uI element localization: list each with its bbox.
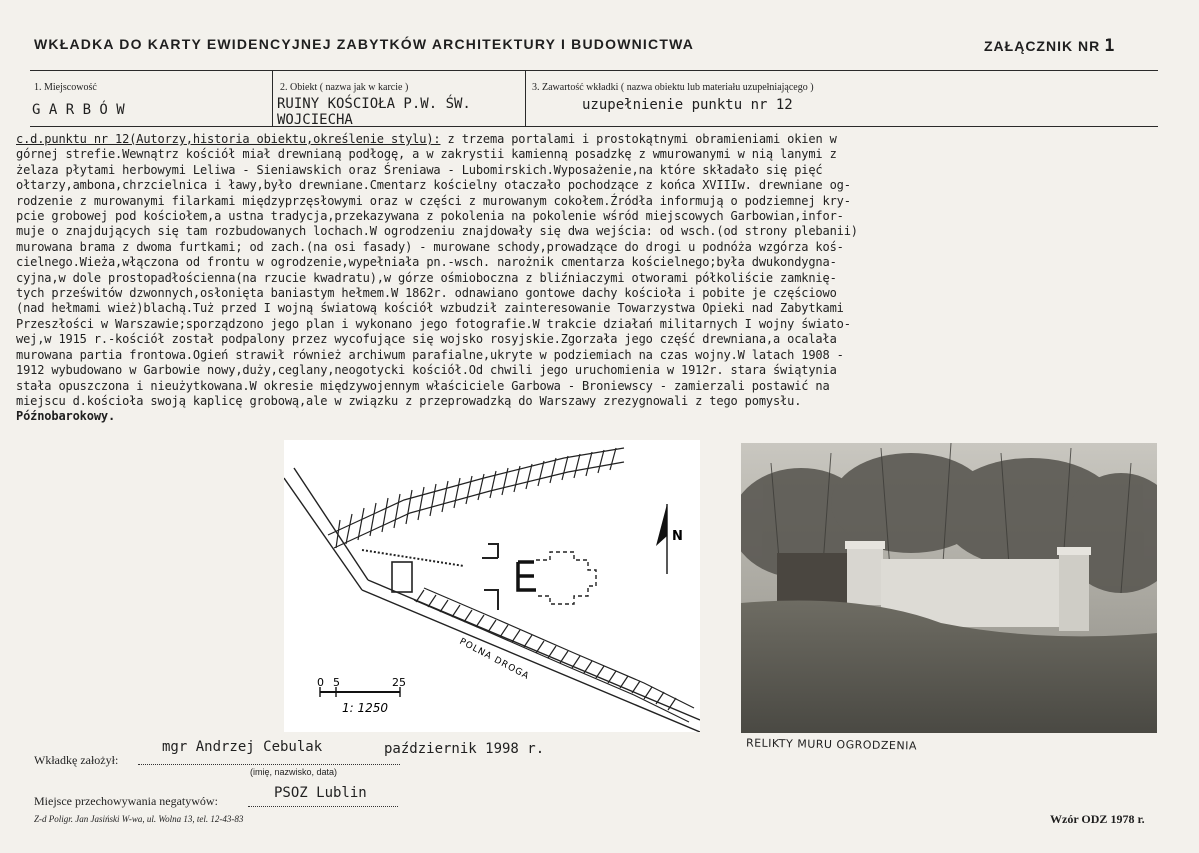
body-line: pcie grobowej pod kościołem,a ustna tradycja,przekazywana z pokolenia na pokolenie wśród miejscowych Garbowian,infor- (16, 209, 844, 224)
miejscowosc-label: 1. Miejscowość (34, 82, 97, 93)
body-line: Przeszłości w Warszawie;sporządzono jego plan i wykonano jego fotografie.W trakcie działań militarnych I wojny świato- (16, 316, 851, 331)
attachment-number: 1 (1104, 36, 1116, 56)
negatives-dotted-line (248, 806, 398, 807)
form-model: Wzór ODZ 1978 r. (1050, 812, 1145, 826)
body-line: murowana brama z dwoma furtkami; od zach.(na osi fasady) - murowane schody,prowadzące do drogi u podnóża wzgórza koś- (16, 239, 844, 254)
header-rule-top (30, 70, 1158, 71)
author-label: Wkładkę założył: (34, 753, 119, 767)
body-line: rodzenie z murowanymi filarkami międzyprzęsłowymi oraz w części z murowanym cokołem.Źródła informują o podziemnej kry- (16, 193, 851, 208)
body-line: cyjna,w dole prostopadłościenna(na rzucie kwadratu),w górze ośmioboczna z bliźniaczymi otworami półkoliście zamknię- (16, 270, 837, 285)
obiekt-value-line1: RUINY KOŚCIOŁA P.W. ŚW. (277, 96, 471, 112)
scale-0: 0 (317, 676, 324, 689)
photo-caption: RELIKTY MURU OGRODZENIA (745, 736, 918, 753)
obiekt-value-line2: WOJCIECHA (277, 112, 353, 128)
wall-ruins-photo-image (741, 443, 1157, 733)
body-line: muje o znajdujących się tam rozbudowanych lochach.W ogrodzeniu znajdowały się dwa wejścia: od wsch.(od strony plebanii) (16, 224, 858, 239)
author-hint: (imię, nazwisko, data) (250, 767, 338, 777)
body-line-1: z trzema portalami i prostokątnymi obramieniami okien w (440, 132, 837, 146)
body-line: tych prześwitów dzwonnych,osłonięta baniastym hełmem.W 1862r. odnawiano gontowe dachy kościoła i pobite je częściowo (16, 286, 837, 301)
scale-ratio: 1: 1250 (342, 701, 389, 715)
body-line: żelaza płytami herbowymi Leliwa - Sieniawskich oraz Śreniawa - Lubomirskich.Wyposażenie,na które składało się pięć (16, 162, 823, 177)
attachment-label-text: ZAŁĄCZNIK NR (984, 38, 1101, 54)
body-line: ołtarzy,ambona,chrzcielnica i ławy,było drewniane.Cmentarz kościelny otaczało pochodzące z końca XVIIIw. drewniane og- (16, 178, 851, 193)
style-note: Późnobarokowy. (16, 409, 116, 424)
body-line: miejscu d.kościoła swoją kaplicę grobową,ale w związku z przeprowadzką do Warszawy zrezygnowali z tego pomysłu. (16, 393, 802, 408)
body-line: stała opuszczona i nieużytkowana.W okresie międzywojennym właściciele Garbowa - Broniewscy - zamierzali postawić na (16, 378, 830, 393)
body-line: górnej strefie.Wewnątrz kościół miał drewnianą podłogę, a w zakrystii kamienną posadzkę z wmurowanymi w nią lanymi z (16, 147, 837, 162)
attachment-label (984, 36, 1115, 56)
body-line: 1912 wybudowano w Garbowie nowy,duży,ceglany,neogotycki kościół.Od chwili jego uruchomienia w 1912r. stara świątynia (16, 363, 837, 378)
road-label: POLNA DROGA (457, 636, 531, 683)
site-plan-drawing (284, 440, 700, 732)
north-label: N (672, 529, 683, 544)
field-divider-2 (525, 70, 526, 126)
author-value: mgr Andrzej Cebulak (162, 739, 323, 755)
wall-ruins-photo (741, 443, 1157, 733)
form-title: WKŁADKA DO KARTY EWIDENCYJNEJ ZABYTKÓW ARCHITEKTURY I BUDOWNICTWA (34, 36, 695, 52)
printer-info: Z-d Poligr. Jan Jasiński W-wa, ul. Wolna 13, tel. 12-43-83 (34, 814, 244, 824)
obiekt-label: 2. Obiekt ( nazwa jak w karcie ) (280, 82, 409, 93)
author-dotted-line (138, 764, 400, 765)
scale-5: 5 (333, 676, 340, 689)
miejscowosc-value: G A R B Ó W (32, 102, 125, 118)
body-line: murowana partia frontowa.Ogień strawił również archiwum parafialne,ukryte w podziemiach na czas wojny.W latach 1908 - (16, 347, 844, 362)
body-text (16, 132, 1198, 425)
body-heading: c.d.punktu nr 12(Autorzy,historia obiektu,określenie stylu): (16, 132, 441, 146)
negatives-value: PSOZ Lublin (274, 785, 367, 801)
date-value: październik 1998 r. (384, 741, 545, 757)
field-divider-1 (272, 70, 273, 126)
scale-25: 25 (392, 676, 406, 689)
body-line: (nad hełmami wież)blachą.Tuż przed I wojną światową kościół wzbudził zainteresowanie Towarzystwa Opieki nad Zabytkami (16, 301, 844, 316)
zawartosc-value: uzupełnienie punktu nr 12 (582, 97, 793, 113)
site-plan (284, 440, 700, 732)
body-line: cielnego.Wieża,włączona od frontu w ogrodzenie,wypełniała pn.-wsch. narożnik cmentarza kościelnego;była dwukondygna- (16, 255, 837, 270)
header-rule-bottom (30, 126, 1158, 127)
negatives-label: Miejsce przechowywania negatywów: (34, 794, 218, 808)
body-line: wej,w 1915 r.-kościół został podpalony przez wycofujące się wojsko rosyjskie.Zgorzała jego część drewniana,a ocalała (16, 332, 837, 347)
zawartosc-label: 3. Zawartość wkładki ( nazwa obiektu lub materiału uzupełniającego ) (532, 82, 814, 93)
